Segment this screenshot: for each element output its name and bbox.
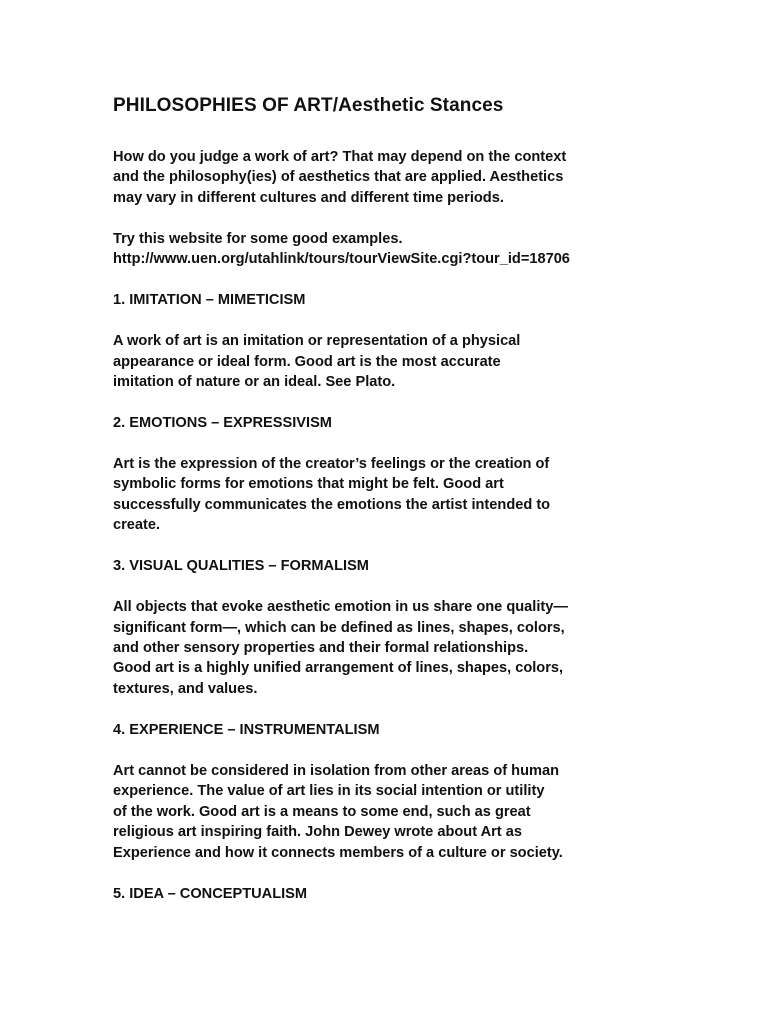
section-body-imitation: A work of art is an imitation or representation of a physical appearance or ideal form. Good art is the most accurate imitation of nature or an ideal. See Plato. (113, 333, 521, 391)
section-heading-experience: 4. EXPERIENCE – INSTRUMENTALISM (113, 721, 380, 738)
section-body-experience: Art cannot be considered in isolation from other areas of human experience. The value of art lies in its social intention or utility of the work. Good art is a means to some end, such as great religious art inspiring faith. John Dewey wrote about Art as Experience and how it connects members of a culture or society. (113, 762, 563, 861)
section-heading-emotions: 2. EMOTIONS – EXPRESSIVISM (113, 415, 332, 432)
section-heading-idea: 5. IDEA – CONCEPTUALISM (113, 885, 308, 902)
section-body-visual-qualities: All objects that evoke aesthetic emotion in us share one quality— significant form—, which can be defined as lines, shapes, colors, and other sensory properties and their formal relationships. Good art is a highly unified arrangement of lines, shapes, colors, textures, and values. (113, 599, 568, 697)
section-body-emotions: Art is the expression of the creator’s feelings or the creation of symbolic forms for emotions that might be felt. Good art successfully communicates the emotions the artist intended to create. (113, 456, 551, 534)
section-heading-imitation: 1. IMITATION – MIMETICISM (113, 292, 306, 309)
website-note: Try this website for some good examples. http://www.uen.org/utahlink/tours/tourViewSite.cgi?tour_id=18706 (113, 230, 570, 268)
section-heading-visual-qualities: 3. VISUAL QUALITIES – FORMALISM (113, 558, 369, 575)
intro-paragraph: How do you judge a work of art? That may depend on the context and the philosophy(ies) of aesthetics that are applied. Aesthetics may vary in different cultures and different time periods. (113, 149, 567, 206)
page-title: PHILOSOPHIES OF ART/Aesthetic Stances (113, 95, 504, 116)
